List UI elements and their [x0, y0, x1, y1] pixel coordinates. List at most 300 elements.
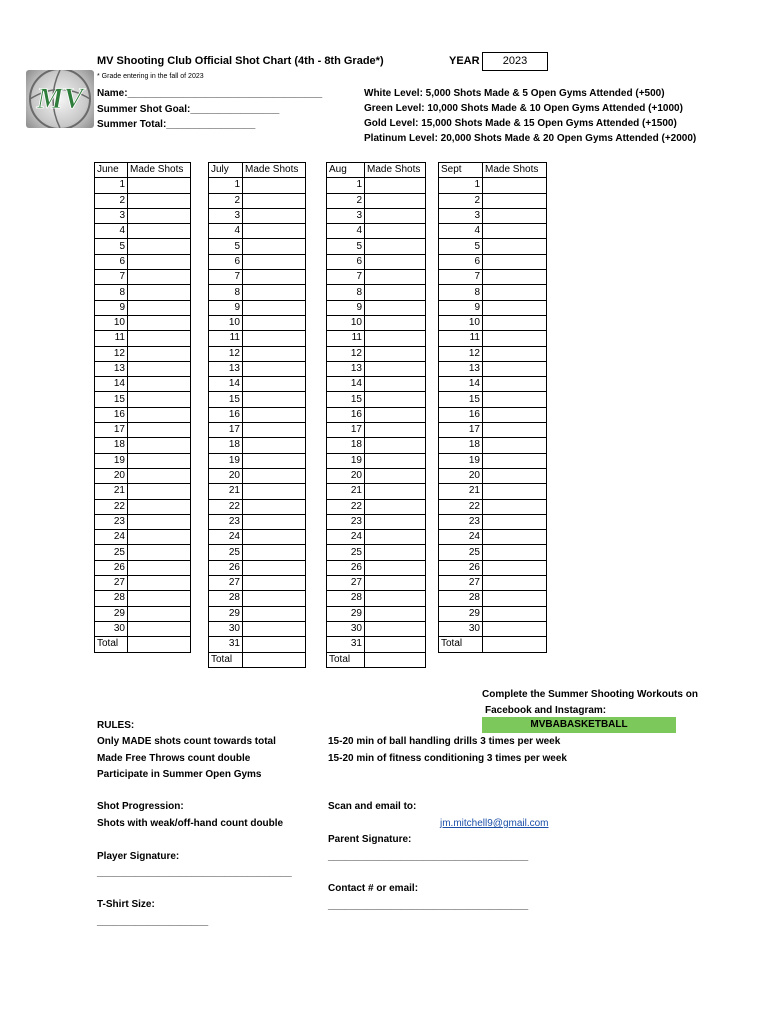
made-shots-cell[interactable]: [128, 621, 191, 636]
table-row: [327, 193, 426, 208]
made-shots-cell[interactable]: [365, 193, 426, 208]
table-row: [209, 331, 306, 346]
table-row: [327, 346, 426, 361]
day-number: 12: [209, 346, 243, 361]
day-number: 25: [327, 545, 365, 560]
table-row: [95, 423, 191, 438]
made-shots-cell[interactable]: [365, 453, 426, 468]
made-shots-cell[interactable]: [483, 407, 547, 422]
made-shots-cell[interactable]: [243, 621, 306, 636]
made-shots-cell[interactable]: [128, 453, 191, 468]
made-shots-cell[interactable]: [365, 254, 426, 269]
made-shots-cell[interactable]: [483, 591, 547, 606]
made-shots-cell[interactable]: [483, 606, 547, 621]
day-number: 15: [209, 392, 243, 407]
table-row: [95, 499, 191, 514]
made-shots-cell[interactable]: [128, 285, 191, 300]
day-number: 11: [439, 331, 483, 346]
made-shots-cell[interactable]: [483, 392, 547, 407]
made-shots-cell[interactable]: [483, 560, 547, 575]
made-shots-cell[interactable]: [128, 300, 191, 315]
made-shots-cell[interactable]: [365, 591, 426, 606]
table-row: [209, 545, 306, 560]
table-row: [439, 300, 547, 315]
day-number: 21: [327, 484, 365, 499]
made-shots-cell[interactable]: [365, 530, 426, 545]
table-row: [439, 407, 547, 422]
made-shots-cell[interactable]: [365, 438, 426, 453]
made-shots-cell[interactable]: [483, 499, 547, 514]
year-label: YEAR: [449, 55, 480, 67]
table-row: [327, 606, 426, 621]
made-shots-cell[interactable]: [243, 499, 306, 514]
made-shots-cell[interactable]: [243, 576, 306, 591]
day-number: 23: [209, 514, 243, 529]
level-green: Green Level: 10,000 Shots Made & 10 Open Gyms Attended (+1000): [364, 103, 683, 114]
made-shots-cell[interactable]: [243, 254, 306, 269]
day-number: 20: [209, 468, 243, 483]
day-number: 12: [327, 346, 365, 361]
made-shots-cell[interactable]: [128, 239, 191, 254]
made-shots-cell[interactable]: [128, 438, 191, 453]
progression-text: Shots with weak/off-hand count double: [97, 818, 284, 829]
summer-total-field[interactable]: Summer Total:________________: [97, 119, 256, 130]
made-shots-cell[interactable]: [128, 606, 191, 621]
made-shots-cell[interactable]: [483, 423, 547, 438]
day-number: 19: [327, 453, 365, 468]
made-shots-cell[interactable]: [365, 484, 426, 499]
made-shots-cell[interactable]: [365, 208, 426, 223]
day-number: 26: [95, 560, 128, 575]
table-row: [327, 621, 426, 636]
tshirt-size-line[interactable]: ____________________: [97, 916, 209, 927]
made-shots-cell[interactable]: [243, 239, 306, 254]
day-number: 3: [327, 208, 365, 223]
table-row: [95, 193, 191, 208]
made-shots-cell[interactable]: [243, 514, 306, 529]
day-number: 24: [439, 530, 483, 545]
table-row: [439, 484, 547, 499]
day-number: 1: [95, 178, 128, 193]
made-shots-cell[interactable]: [128, 423, 191, 438]
made-shots-cell[interactable]: [128, 499, 191, 514]
scan-label: Scan and email to:: [328, 801, 417, 812]
made-shots-cell[interactable]: [365, 423, 426, 438]
made-shots-cell[interactable]: [483, 530, 547, 545]
day-number: 8: [209, 285, 243, 300]
rule-2: Made Free Throws count double: [97, 753, 251, 764]
day-number: 1: [327, 178, 365, 193]
table-row: [209, 438, 306, 453]
made-shots-cell[interactable]: [243, 545, 306, 560]
made-shots-cell[interactable]: [365, 576, 426, 591]
day-number: 30: [327, 621, 365, 636]
name-field[interactable]: Name:___________________________________: [97, 88, 323, 99]
made-shots-cell[interactable]: [365, 545, 426, 560]
day-number: 26: [439, 560, 483, 575]
day-number: 29: [95, 606, 128, 621]
made-shots-cell[interactable]: [243, 315, 306, 330]
made-shots-cell[interactable]: [483, 361, 547, 376]
made-shots-cell[interactable]: [243, 484, 306, 499]
day-number: 7: [95, 270, 128, 285]
workouts-line1: Complete the Summer Shooting Workouts on: [482, 689, 698, 700]
table-row: [209, 361, 306, 376]
made-shots-cell[interactable]: [365, 621, 426, 636]
player-signature-line[interactable]: ___________________________________: [97, 867, 292, 878]
table-row: [95, 361, 191, 376]
total-cell[interactable]: [243, 652, 306, 667]
table-row: [95, 392, 191, 407]
made-shots-cell[interactable]: [483, 178, 547, 193]
table-row: [439, 560, 547, 575]
made-shots-cell[interactable]: [243, 637, 306, 652]
made-shots-cell[interactable]: [128, 591, 191, 606]
made-shots-cell[interactable]: [483, 484, 547, 499]
table-row: [327, 254, 426, 269]
made-shots-cell[interactable]: [128, 530, 191, 545]
day-number: 16: [439, 407, 483, 422]
table-row: [439, 499, 547, 514]
day-number: 23: [439, 514, 483, 529]
year-field[interactable]: 2023: [482, 52, 548, 71]
day-number: 20: [327, 468, 365, 483]
player-signature-label: Player Signature:: [97, 851, 180, 862]
made-shots-cell[interactable]: [128, 208, 191, 223]
made-shots-cell[interactable]: [365, 239, 426, 254]
month-label: Aug: [327, 163, 365, 178]
day-number: 28: [327, 591, 365, 606]
table-row: [209, 224, 306, 239]
contact-line[interactable]: ____________________________________: [328, 900, 529, 911]
month-label: Sept: [439, 163, 483, 178]
made-shots-cell[interactable]: [483, 193, 547, 208]
made-shots-cell[interactable]: [243, 407, 306, 422]
made-shots-cell[interactable]: [243, 285, 306, 300]
made-shots-cell[interactable]: [243, 300, 306, 315]
made-shots-cell[interactable]: [483, 377, 547, 392]
day-number: 9: [209, 300, 243, 315]
made-shots-cell[interactable]: [128, 224, 191, 239]
day-number: 29: [439, 606, 483, 621]
made-shots-cell[interactable]: [483, 468, 547, 483]
day-number: 15: [327, 392, 365, 407]
made-shots-cell[interactable]: [128, 315, 191, 330]
made-shots-cell[interactable]: [365, 560, 426, 575]
made-shots-cell[interactable]: [243, 346, 306, 361]
made-shots-cell[interactable]: [483, 224, 547, 239]
made-shots-cell[interactable]: [243, 361, 306, 376]
day-number: 3: [95, 208, 128, 223]
made-shots-cell[interactable]: [483, 270, 547, 285]
day-number: 19: [209, 453, 243, 468]
made-shots-cell[interactable]: [128, 178, 191, 193]
day-number: 11: [209, 331, 243, 346]
made-shots-cell[interactable]: [128, 346, 191, 361]
table-row: [327, 514, 426, 529]
day-number: 19: [439, 453, 483, 468]
made-shots-cell[interactable]: [128, 331, 191, 346]
made-shots-cell[interactable]: [483, 331, 547, 346]
table-row: [327, 530, 426, 545]
made-shots-cell[interactable]: [243, 331, 306, 346]
made-shots-cell[interactable]: [243, 560, 306, 575]
table-row: [439, 392, 547, 407]
table-row: [327, 315, 426, 330]
day-number: 16: [327, 407, 365, 422]
made-shots-cell[interactable]: [243, 270, 306, 285]
made-shots-cell[interactable]: [128, 270, 191, 285]
made-shots-cell[interactable]: [243, 438, 306, 453]
made-shots-header: Made Shots: [365, 163, 426, 178]
table-row: [327, 637, 426, 652]
table-row: [439, 530, 547, 545]
day-number: 14: [209, 377, 243, 392]
made-shots-cell[interactable]: [365, 270, 426, 285]
made-shots-cell[interactable]: [365, 285, 426, 300]
day-number: 17: [327, 423, 365, 438]
day-number: 30: [439, 621, 483, 636]
table-row: [327, 499, 426, 514]
made-shots-cell[interactable]: [365, 315, 426, 330]
table-row: [327, 300, 426, 315]
made-shots-cell[interactable]: [483, 300, 547, 315]
table-row: [209, 453, 306, 468]
day-number: 6: [327, 254, 365, 269]
table-row: [327, 453, 426, 468]
table-row: [327, 239, 426, 254]
level-white: White Level: 5,000 Shots Made & 5 Open Gyms Attended (+500): [364, 88, 665, 99]
made-shots-cell[interactable]: [365, 377, 426, 392]
made-shots-cell[interactable]: [365, 178, 426, 193]
made-shots-cell[interactable]: [128, 254, 191, 269]
table-row: [327, 468, 426, 483]
made-shots-cell[interactable]: [365, 514, 426, 529]
day-number: 4: [209, 224, 243, 239]
day-number: 14: [95, 377, 128, 392]
day-number: 2: [439, 193, 483, 208]
made-shots-cell[interactable]: [483, 285, 547, 300]
day-number: 4: [327, 224, 365, 239]
day-number: 4: [439, 224, 483, 239]
table-row: [439, 224, 547, 239]
made-shots-cell[interactable]: [365, 361, 426, 376]
day-number: 27: [209, 576, 243, 591]
table-row: [439, 606, 547, 621]
table-row: [439, 576, 547, 591]
made-shots-cell[interactable]: [365, 637, 426, 652]
day-number: 20: [439, 468, 483, 483]
made-shots-cell[interactable]: [128, 407, 191, 422]
made-shots-cell[interactable]: [243, 208, 306, 223]
table-row: [327, 392, 426, 407]
drill-1: 15-20 min of ball handling drills 3 times per week: [328, 736, 561, 747]
day-number: 19: [95, 453, 128, 468]
table-row: [327, 484, 426, 499]
total-cell[interactable]: [365, 652, 426, 667]
made-shots-cell[interactable]: [128, 545, 191, 560]
table-row: [95, 468, 191, 483]
logo-text: MV: [36, 82, 84, 115]
made-shots-cell[interactable]: [365, 392, 426, 407]
table-row: [95, 377, 191, 392]
total-label: Total: [327, 652, 365, 667]
instagram-handle: MVBABASKETBALL: [482, 717, 676, 733]
made-shots-cell[interactable]: [128, 576, 191, 591]
day-number: 13: [327, 361, 365, 376]
day-number: 28: [209, 591, 243, 606]
day-number: 29: [327, 606, 365, 621]
shot-goal-field[interactable]: Summer Shot Goal:________________: [97, 104, 280, 115]
made-shots-cell[interactable]: [243, 377, 306, 392]
made-shots-cell[interactable]: [128, 560, 191, 575]
table-row: [209, 178, 306, 193]
table-row: [95, 621, 191, 636]
made-shots-cell[interactable]: [483, 438, 547, 453]
made-shots-cell[interactable]: [483, 254, 547, 269]
made-shots-cell[interactable]: [128, 514, 191, 529]
table-row: [327, 377, 426, 392]
made-shots-cell[interactable]: [483, 315, 547, 330]
table-row: [327, 560, 426, 575]
made-shots-cell[interactable]: [243, 591, 306, 606]
made-shots-cell[interactable]: [365, 499, 426, 514]
table-row: [209, 270, 306, 285]
rules-heading: RULES:: [97, 720, 135, 731]
parent-signature-line[interactable]: ____________________________________: [328, 851, 529, 862]
day-number: 29: [209, 606, 243, 621]
total-cell[interactable]: [128, 637, 191, 652]
table-row: [327, 438, 426, 453]
table-row: [95, 453, 191, 468]
made-shots-cell[interactable]: [128, 361, 191, 376]
email-link[interactable]: jm.mitchell9@gmail.com: [440, 818, 549, 829]
day-number: 27: [327, 576, 365, 591]
made-shots-cell[interactable]: [243, 606, 306, 621]
day-number: 20: [95, 468, 128, 483]
page-title: MV Shooting Club Official Shot Chart (4th - 8th Grade*): [97, 55, 384, 67]
table-row: [209, 514, 306, 529]
made-shots-cell[interactable]: [483, 239, 547, 254]
table-row: [95, 530, 191, 545]
day-number: 5: [209, 239, 243, 254]
table-row: [439, 423, 547, 438]
club-logo: [26, 70, 94, 128]
table-row: [439, 270, 547, 285]
table-row: [95, 315, 191, 330]
total-label: Total: [439, 637, 483, 652]
made-shots-cell[interactable]: [483, 545, 547, 560]
made-shots-cell[interactable]: [128, 193, 191, 208]
day-number: 7: [439, 270, 483, 285]
grade-note: * Grade entering in the fall of 2023: [97, 73, 204, 80]
day-number: 21: [95, 484, 128, 499]
day-number: 24: [327, 530, 365, 545]
day-number: 11: [95, 331, 128, 346]
table-row: [439, 285, 547, 300]
day-number: 6: [95, 254, 128, 269]
table-row: [439, 254, 547, 269]
day-number: 10: [327, 315, 365, 330]
made-shots-cell[interactable]: [365, 300, 426, 315]
table-row: [209, 576, 306, 591]
made-shots-cell[interactable]: [483, 576, 547, 591]
table-row: [209, 423, 306, 438]
made-shots-cell[interactable]: [365, 407, 426, 422]
day-number: 24: [95, 530, 128, 545]
made-shots-cell[interactable]: [243, 453, 306, 468]
made-shots-cell[interactable]: [243, 468, 306, 483]
made-shots-cell[interactable]: [243, 178, 306, 193]
made-shots-cell[interactable]: [365, 468, 426, 483]
day-number: 13: [209, 361, 243, 376]
made-shots-cell[interactable]: [483, 346, 547, 361]
contact-label: Contact # or email:: [328, 883, 419, 894]
made-shots-cell[interactable]: [128, 377, 191, 392]
made-shots-cell[interactable]: [243, 193, 306, 208]
made-shots-cell[interactable]: [128, 468, 191, 483]
day-number: 18: [95, 438, 128, 453]
made-shots-cell[interactable]: [243, 392, 306, 407]
made-shots-cell[interactable]: [243, 423, 306, 438]
made-shots-cell[interactable]: [365, 224, 426, 239]
made-shots-cell[interactable]: [365, 606, 426, 621]
made-shots-cell[interactable]: [483, 621, 547, 636]
table-row: [439, 514, 547, 529]
made-shots-cell[interactable]: [483, 453, 547, 468]
day-number: 30: [95, 621, 128, 636]
day-number: 9: [95, 300, 128, 315]
day-number: 26: [327, 560, 365, 575]
table-row: [95, 208, 191, 223]
day-number: 4: [95, 224, 128, 239]
made-shots-cell[interactable]: [243, 530, 306, 545]
day-number: 5: [95, 239, 128, 254]
day-number: 2: [327, 193, 365, 208]
made-shots-cell[interactable]: [483, 514, 547, 529]
day-number: 27: [95, 576, 128, 591]
made-shots-cell[interactable]: [128, 392, 191, 407]
made-shots-cell[interactable]: [365, 331, 426, 346]
day-number: 13: [95, 361, 128, 376]
table-row: [209, 315, 306, 330]
table-row: [327, 576, 426, 591]
parent-signature-label: Parent Signature:: [328, 834, 412, 845]
table-row: [327, 423, 426, 438]
day-number: 21: [439, 484, 483, 499]
level-gold: Gold Level: 15,000 Shots Made & 15 Open Gyms Attended (+1500): [364, 118, 677, 129]
table-row: [209, 484, 306, 499]
made-shots-cell[interactable]: [128, 484, 191, 499]
day-number: 31: [327, 637, 365, 652]
total-cell[interactable]: [483, 637, 547, 652]
made-shots-cell[interactable]: [365, 346, 426, 361]
month-label: June: [95, 163, 128, 178]
sept-chart: [438, 162, 547, 653]
made-shots-cell[interactable]: [243, 224, 306, 239]
day-number: 27: [439, 576, 483, 591]
day-number: 14: [327, 377, 365, 392]
table-row: [95, 560, 191, 575]
table-row: [439, 361, 547, 376]
day-number: 5: [439, 239, 483, 254]
table-row: [327, 224, 426, 239]
rule-3: Participate in Summer Open Gyms: [97, 769, 262, 780]
day-number: 16: [209, 407, 243, 422]
table-row: [209, 499, 306, 514]
made-shots-cell[interactable]: [483, 208, 547, 223]
july-chart: [208, 162, 306, 668]
